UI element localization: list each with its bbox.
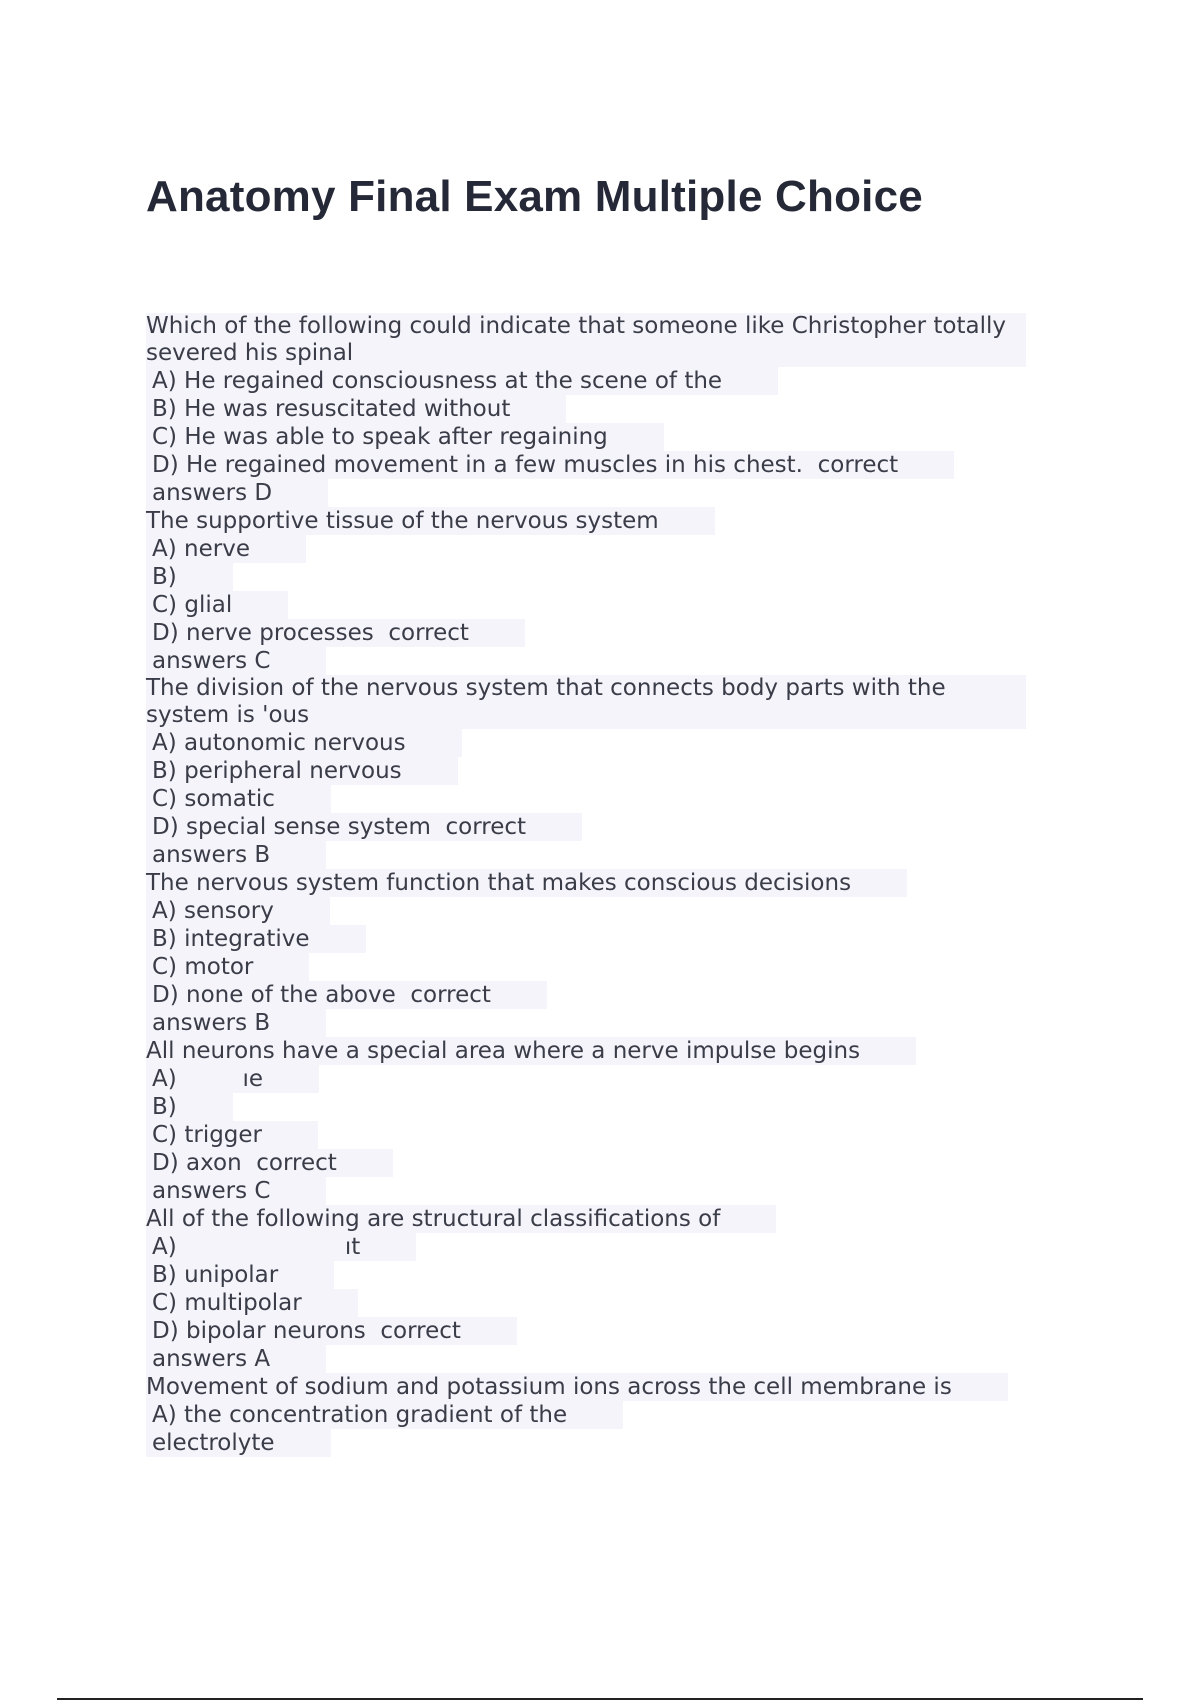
answer-option: D) axon correct bbox=[146, 1149, 393, 1177]
answer-option: C) motor bbox=[146, 953, 309, 981]
answer-option: D) He regained movement in a few muscles in his chest. correct bbox=[146, 451, 954, 479]
answer-option: C) trigger bbox=[146, 1121, 318, 1149]
answer-option: D) none of the above correct bbox=[146, 981, 547, 1009]
question-text: All neurons have a special area where a nerve impulse begins bbox=[146, 1037, 916, 1065]
document-body bbox=[146, 313, 1066, 1457]
question-text: The supportive tissue of the nervous system bbox=[146, 507, 715, 535]
answer-option: answers A bbox=[146, 1345, 326, 1373]
answer-option: A) the concentration gradient of the bbox=[146, 1401, 623, 1429]
answer-option: A) autonomic nervous bbox=[146, 729, 462, 757]
answer-option: A) sensory bbox=[146, 897, 330, 925]
answer-option: C) He was able to speak after regaining bbox=[146, 423, 664, 451]
answer-option: D) nerve processes correct bbox=[146, 619, 525, 647]
question-text: The division of the nervous system that connects body parts with the system is 'ous bbox=[146, 675, 1026, 729]
question-text: Which of the following could indicate that someone like Christopher totally severed his spinal bbox=[146, 313, 1026, 367]
answer-option: B) integrative bbox=[146, 925, 366, 953]
answer-option: B) bbox=[146, 1093, 233, 1121]
answer-option: answers D bbox=[146, 479, 328, 507]
answer-option: C) somatic bbox=[146, 785, 331, 813]
answer-option: B) peripheral nervous bbox=[146, 757, 458, 785]
answer-option: answers B bbox=[146, 1009, 326, 1037]
answer-option: A) ıt bbox=[146, 1233, 416, 1261]
answer-option: B) bbox=[146, 563, 233, 591]
answer-option: answers C bbox=[146, 647, 326, 675]
answer-option: A) He regained consciousness at the scene of the bbox=[146, 367, 778, 395]
question-text: All of the following are structural classifications of bbox=[146, 1205, 776, 1233]
question-text: Movement of sodium and potassium ions across the cell membrane is bbox=[146, 1373, 1008, 1401]
answer-option: answers B bbox=[146, 841, 326, 869]
answer-option: B) He was resuscitated without bbox=[146, 395, 566, 423]
answer-option: D) special sense system correct bbox=[146, 813, 582, 841]
page-title: Anatomy Final Exam Multiple Choice bbox=[146, 172, 923, 221]
answer-option: A) nerve bbox=[146, 535, 306, 563]
answer-option: C) glial bbox=[146, 591, 288, 619]
answer-option: D) bipolar neurons correct bbox=[146, 1317, 517, 1345]
answer-option: answers C bbox=[146, 1177, 326, 1205]
answer-option: A) ıe bbox=[146, 1065, 319, 1093]
question-text: The nervous system function that makes conscious decisions bbox=[146, 869, 907, 897]
answer-option: C) multipolar bbox=[146, 1289, 358, 1317]
answer-option: electrolyte bbox=[146, 1429, 331, 1457]
answer-option: B) unipolar bbox=[146, 1261, 334, 1289]
